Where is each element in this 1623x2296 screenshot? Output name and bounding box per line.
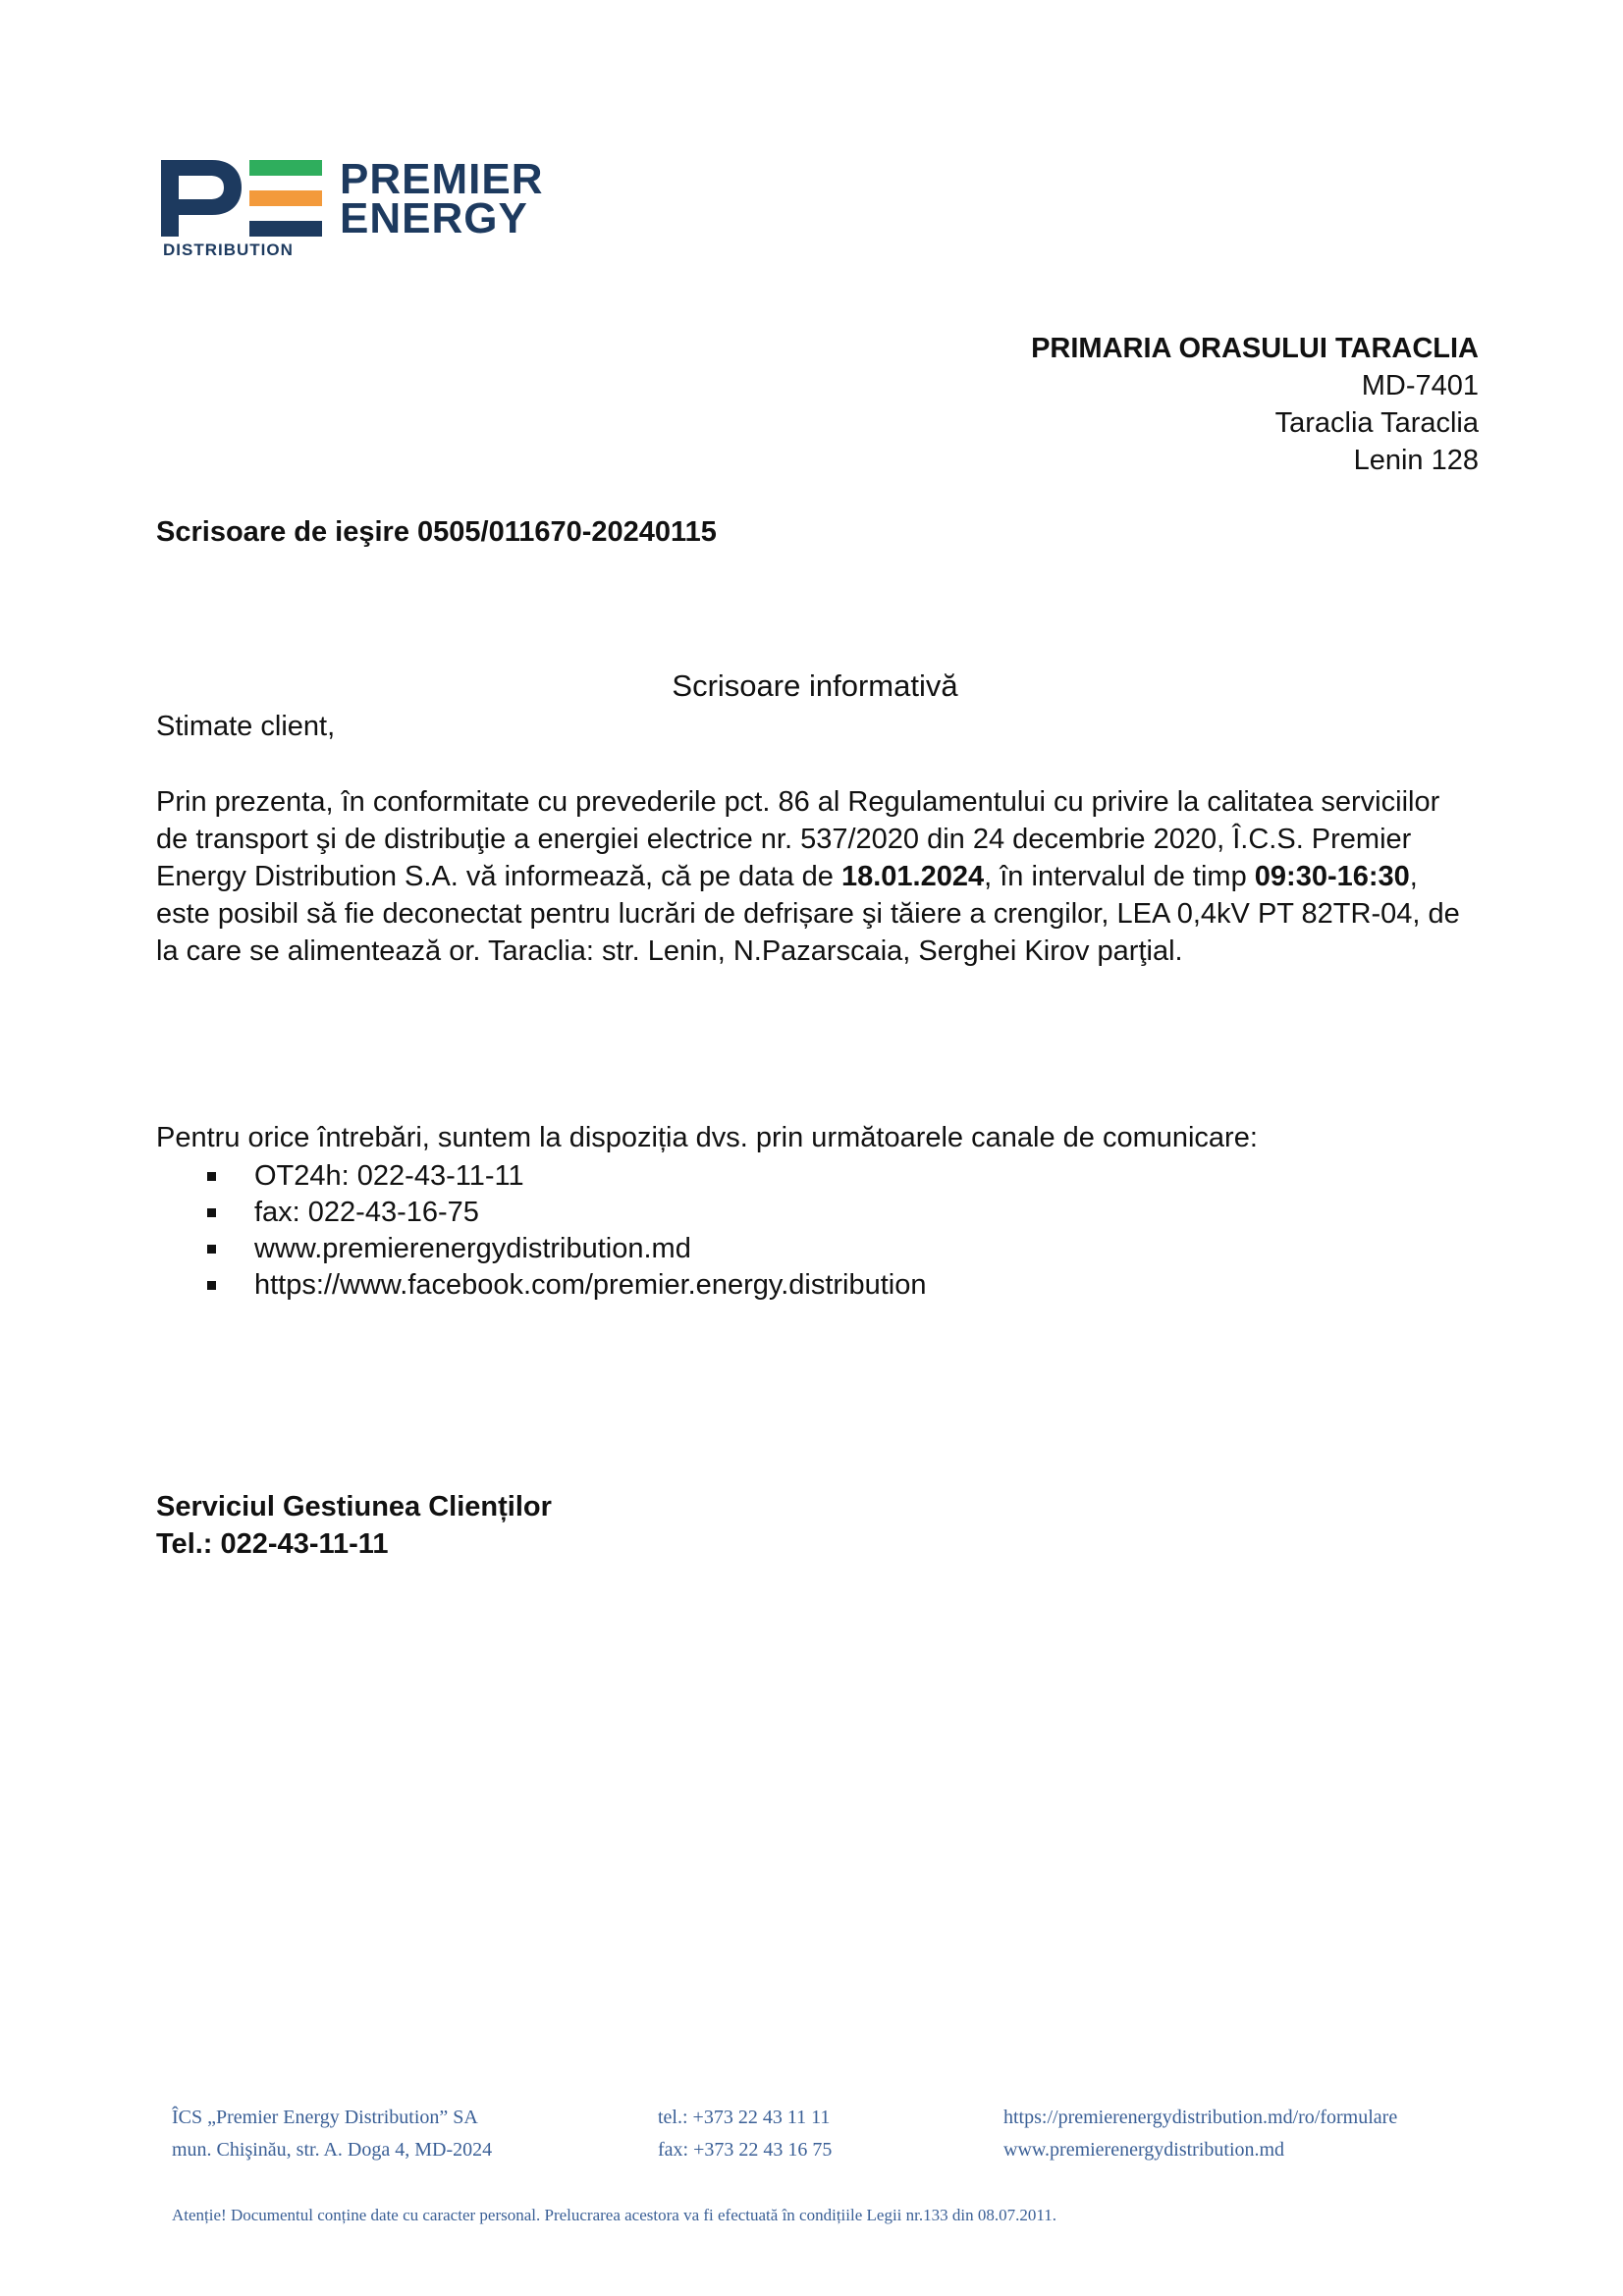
logo-word-energy: ENERGY — [340, 194, 528, 242]
outage-date: 18.01.2024 — [840, 861, 985, 892]
contact-facebook: https://www.facebook.com/premier.energy.distribution — [254, 1269, 927, 1301]
footer-tel: tel.: +373 22 43 11 11 — [658, 2107, 831, 2128]
footer-fax: fax: +373 22 43 16 75 — [658, 2139, 833, 2161]
body-text-part1: Prin prezenta, în conformitate cu prevederile pct. 86 al Regulamentului cu privire la calitatea serviciilor de transport şi de distribuţie a energiei electrice nr. 537/2020 din 24 decembrie 2020, Î.C.S. Premier Energy Distribution S.A. vă informează, că pe data de — [156, 786, 1440, 892]
contact-website: www.premierenergydistribution.md — [254, 1233, 691, 1264]
contact-list — [156, 1158, 927, 1304]
logo-pe-mark-icon — [161, 160, 328, 239]
signature-phone: Tel.: 022-43-11-11 — [156, 1528, 389, 1560]
contact-fax: fax: 022-43-16-75 — [254, 1197, 479, 1228]
footer-address: mun. Chişinău, str. A. Doga 4, MD-2024 — [172, 2139, 493, 2161]
recipient-address — [1031, 330, 1479, 479]
logo-word-premier: PREMIER — [340, 155, 544, 203]
footer-privacy-notice: Atenție! Documentul conține date cu caracter personal. Prelucrarea acestora va fi efectuată în condițiile Legii nr.133 din 08.07.2011. — [172, 2206, 1056, 2224]
list-item — [156, 1231, 927, 1267]
footer-company-name: ÎCS „Premier Energy Distribution” SA — [172, 2107, 478, 2128]
contact-intro: Pentru orice întrebări, suntem la dispoziția dvs. prin următoarele canale de comunicare: — [156, 1122, 1258, 1153]
bullet-icon — [207, 1172, 216, 1181]
footer-forms-url: https://premierenergydistribution.md/ro/formulare — [1003, 2107, 1398, 2128]
recipient-locality: Taraclia Taraclia — [1274, 407, 1479, 439]
recipient-name: PRIMARIA ORASULUI TARACLIA — [1031, 333, 1479, 364]
recipient-street: Lenin 128 — [1353, 445, 1479, 476]
footer-web-info — [1003, 2102, 1397, 2166]
footer-site: www.premierenergydistribution.md — [1003, 2139, 1285, 2161]
recipient-postal-code: MD-7401 — [1361, 370, 1479, 401]
body-text-part3: , este posibil să fie deconectat pentru lucrări de defrișare şi tăiere a crengilor, LEA 0,4kV PT 82TR-04, de la care se alimentează or. Taraclia: str. Lenin, N.Pazarscaia, Serghei Kirov parţial. — [156, 861, 1460, 967]
footer-company-info — [172, 2102, 492, 2166]
logo-subtitle: DISTRIBUTION — [163, 240, 294, 259]
bullet-icon — [207, 1208, 216, 1217]
company-logo — [161, 155, 593, 259]
bullet-icon — [207, 1245, 216, 1254]
signature-department: Serviciul Gestiunea Clienților — [156, 1491, 552, 1522]
bullet-icon — [207, 1281, 216, 1290]
letter-subject: Scrisoare informativă — [672, 668, 958, 703]
letter-reference: Scrisoare de ieşire 0505/011670-20240115 — [156, 516, 717, 548]
list-item — [156, 1267, 927, 1304]
outage-interval: 09:30-16:30 — [1254, 861, 1410, 892]
letter-body — [156, 783, 1467, 970]
footer-phone-info — [658, 2102, 832, 2166]
body-text-part2: , în intervalul de timp — [984, 861, 1255, 892]
contact-phone: OT24h: 022-43-11-11 — [254, 1160, 524, 1192]
signature-block — [156, 1488, 552, 1563]
list-item — [156, 1158, 927, 1195]
list-item — [156, 1195, 927, 1231]
greeting: Stimate client, — [156, 711, 336, 742]
